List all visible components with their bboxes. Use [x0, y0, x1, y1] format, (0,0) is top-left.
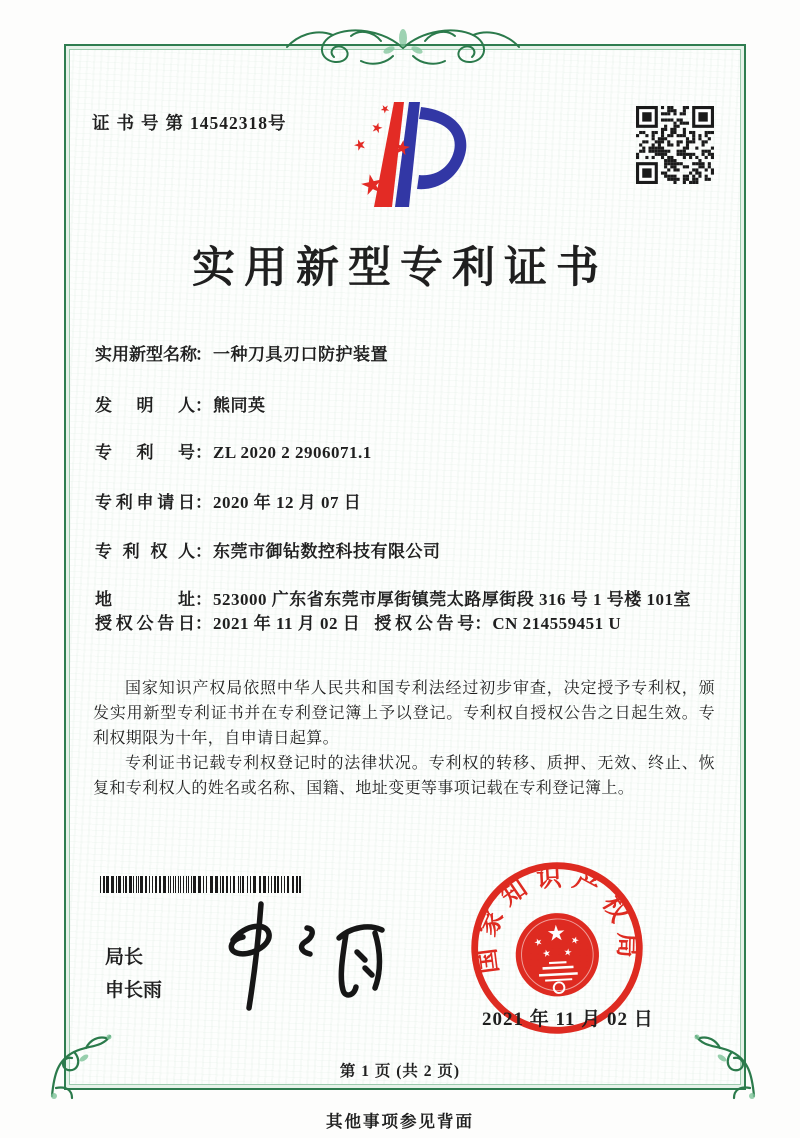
legal-paragraph-1: 国家知识产权局依照中华人民共和国专利法经过初步审查，决定授予专利权，颁发实用新型专利证书并在专利登记簿上予以登记。专利权自授权公告之日起生效。专利权期限为十年，自申请日起算。 — [93, 680, 715, 747]
commissioner-block — [105, 941, 162, 1007]
field-row-patent-number: 专利号：ZL 2020 2 2906071.1 — [95, 443, 372, 462]
legal-paragraph-2: 专利证书记载专利权登记时的法律状况。专利权的转移、质押、无效、终止、恢复和专利权人的姓名或名称、国籍、地址变更等事项记载在专利登记簿上。 — [93, 755, 715, 797]
certificate-fields — [95, 343, 715, 635]
certificate-title: 实用新型专利证书 — [192, 245, 608, 292]
commissioner-title: 局长 — [105, 947, 144, 968]
field-label: 授权公告号 — [374, 614, 475, 633]
field-value: 熊同英 — [213, 396, 266, 415]
field-row-patentee: 专利权人：东莞市御钻数控科技有限公司 — [95, 542, 441, 561]
field-label: 地址 — [95, 590, 195, 609]
green-scroll-ornament-icon — [285, 22, 521, 72]
field-row-utility-model-name: 实用新型名称：一种刀具刃口防护装置 — [95, 345, 388, 364]
field-row-inventor: 发明人：熊同英 — [95, 396, 266, 415]
legal-text — [93, 676, 715, 801]
certificate-number-digits: 14542318 — [190, 113, 268, 133]
field-row-grant: 授权公告日：2021 年 11 月 02 日 授权公告号：CN 214559451 U — [95, 614, 622, 633]
commissioner-name: 申长雨 — [105, 980, 163, 1001]
back-side-note: 其他事项参见背面 — [326, 1112, 474, 1131]
certificate-number-prefix: 证书号第 — [92, 113, 190, 133]
page-number: 第 1 页 (共 2 页) — [339, 1063, 461, 1080]
field-value: 523000 广东省东莞市厚街镇莞太路厚街段 316 号 1 号楼 101室 — [213, 590, 691, 609]
seal-national-emblem — [514, 911, 602, 999]
qr-code-icon — [636, 106, 714, 184]
field-label: 发明人 — [95, 396, 195, 415]
field-label: 专利权人 — [95, 542, 195, 561]
field-value: 东莞市御钻数控科技有限公司 — [213, 542, 441, 561]
barcode-icon — [100, 876, 306, 894]
field-row-address: 地址：523000 广东省东莞市厚街镇莞太路厚街段 316 号 1 号楼 101室 — [95, 588, 715, 612]
field-label: 专利申请日 — [95, 493, 195, 512]
seal-ring-text: 国家知识产权局 — [472, 864, 641, 976]
field-value: 2020 年 12 月 07 日 — [213, 493, 362, 512]
field-label: 实用新型名称 — [95, 345, 197, 364]
field-value: ZL 2020 2 2906071.1 — [213, 443, 372, 462]
field-value: 一种刀具刃口防护装置 — [213, 345, 388, 364]
field-value: 2021 年 11 月 02 日 — [213, 614, 361, 633]
field-value: CN 214559451 U — [492, 614, 622, 633]
field-label: 授权公告日 — [95, 614, 195, 633]
field-label: 专利号 — [95, 443, 195, 462]
seal-date: 2021 年 11 月 02 日 — [482, 1009, 654, 1030]
certificate-number-suffix: 号 — [268, 113, 286, 133]
certificate-number — [92, 110, 286, 135]
cnipa-logo-icon — [333, 99, 478, 211]
handwritten-signature-icon — [205, 896, 405, 1016]
field-row-application-date: 专利申请日：2020 年 12 月 07 日 — [95, 493, 362, 512]
